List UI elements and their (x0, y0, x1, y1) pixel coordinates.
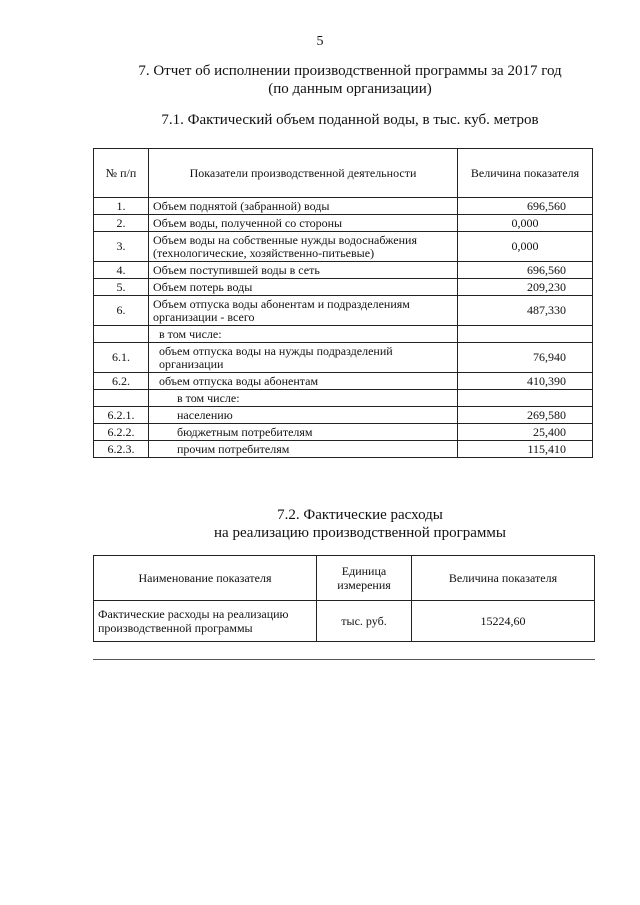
row-label: Объем поступившей воды в сеть (149, 262, 458, 279)
row-label: населению (149, 407, 458, 424)
page-divider (93, 659, 595, 660)
expense-unit: тыс. руб. (317, 601, 412, 642)
row-label: бюджетным потребителям (149, 424, 458, 441)
section-7-1-title: 7.1. Фактический объем поданной воды, в тыс. куб. метров (161, 112, 539, 128)
page-number: 5 (316, 34, 324, 49)
row-number: 6. (94, 296, 149, 326)
row-number: 6.1. (94, 343, 149, 373)
col-header-value: Величина показателя (458, 149, 593, 198)
col-header-name: Наименование показателя (94, 556, 317, 601)
table-row (94, 407, 593, 424)
report-heading (100, 62, 600, 98)
row-number: 5. (94, 279, 149, 296)
row-label: в том числе: (149, 326, 458, 343)
row-value: 115,410 (458, 441, 593, 458)
row-label: Объем воды, полученной со стороны (149, 215, 458, 232)
report-heading-line2: (по данным организации) (268, 81, 432, 97)
row-value: 0,000 (458, 232, 593, 262)
row-label: в том числе: (149, 390, 458, 407)
table-row (94, 198, 593, 215)
row-value (458, 326, 593, 343)
row-value: 209,230 (458, 279, 593, 296)
water-volume-table (93, 148, 593, 458)
table-row (94, 373, 593, 390)
row-number: 2. (94, 215, 149, 232)
row-value: 410,390 (458, 373, 593, 390)
row-value: 696,560 (458, 262, 593, 279)
row-number (94, 326, 149, 343)
col-header-value: Величина показателя (412, 556, 595, 601)
table-row (94, 390, 593, 407)
section-7-2-title (100, 506, 620, 542)
row-number: 6.2.3. (94, 441, 149, 458)
expense-value: 15224,60 (412, 601, 595, 642)
table-row (94, 296, 593, 326)
table-header-row (94, 149, 593, 198)
row-number: 4. (94, 262, 149, 279)
row-label: Объем поднятой (забранной) воды (149, 198, 458, 215)
table-header-row (94, 556, 595, 601)
expenses-table (93, 555, 595, 642)
table-row (94, 232, 593, 262)
row-value: 25,400 (458, 424, 593, 441)
table-row (94, 601, 595, 642)
row-label: Объем воды на собственные нужды водоснабжения (технологические, хозяйственно-питьевые) (149, 232, 458, 262)
row-label: Объем отпуска воды абонентам и подразделениям организации - всего (149, 296, 458, 326)
table-row (94, 343, 593, 373)
expense-name: Фактические расходы на реализацию производственной программы (94, 601, 317, 642)
row-label: объем отпуска воды абонентам (149, 373, 458, 390)
table-row (94, 262, 593, 279)
row-label: Объем потерь воды (149, 279, 458, 296)
row-number: 6.2.2. (94, 424, 149, 441)
row-value: 0,000 (458, 215, 593, 232)
row-value (458, 390, 593, 407)
row-number: 1. (94, 198, 149, 215)
table-row (94, 279, 593, 296)
col-header-number: № п/п (94, 149, 149, 198)
row-value: 269,580 (458, 407, 593, 424)
table-row (94, 441, 593, 458)
table-row (94, 215, 593, 232)
col-header-indicator: Показатели производственной деятельности (149, 149, 458, 198)
table-row (94, 326, 593, 343)
row-label: прочим потребителям (149, 441, 458, 458)
row-number: 6.2. (94, 373, 149, 390)
row-number (94, 390, 149, 407)
section-7-2-title-line2: на реализацию производственной программы (214, 525, 506, 541)
row-number: 6.2.1. (94, 407, 149, 424)
row-number: 3. (94, 232, 149, 262)
row-value: 487,330 (458, 296, 593, 326)
row-value: 76,940 (458, 343, 593, 373)
table-row (94, 424, 593, 441)
row-label: объем отпуска воды на нужды подразделений организации (149, 343, 458, 373)
row-value: 696,560 (458, 198, 593, 215)
col-header-unit: Единица измерения (317, 556, 412, 601)
section-7-2-title-line1: 7.2. Фактические расходы (277, 507, 443, 523)
report-heading-line1: 7. Отчет об исполнении производственной программы за 2017 год (138, 63, 562, 79)
